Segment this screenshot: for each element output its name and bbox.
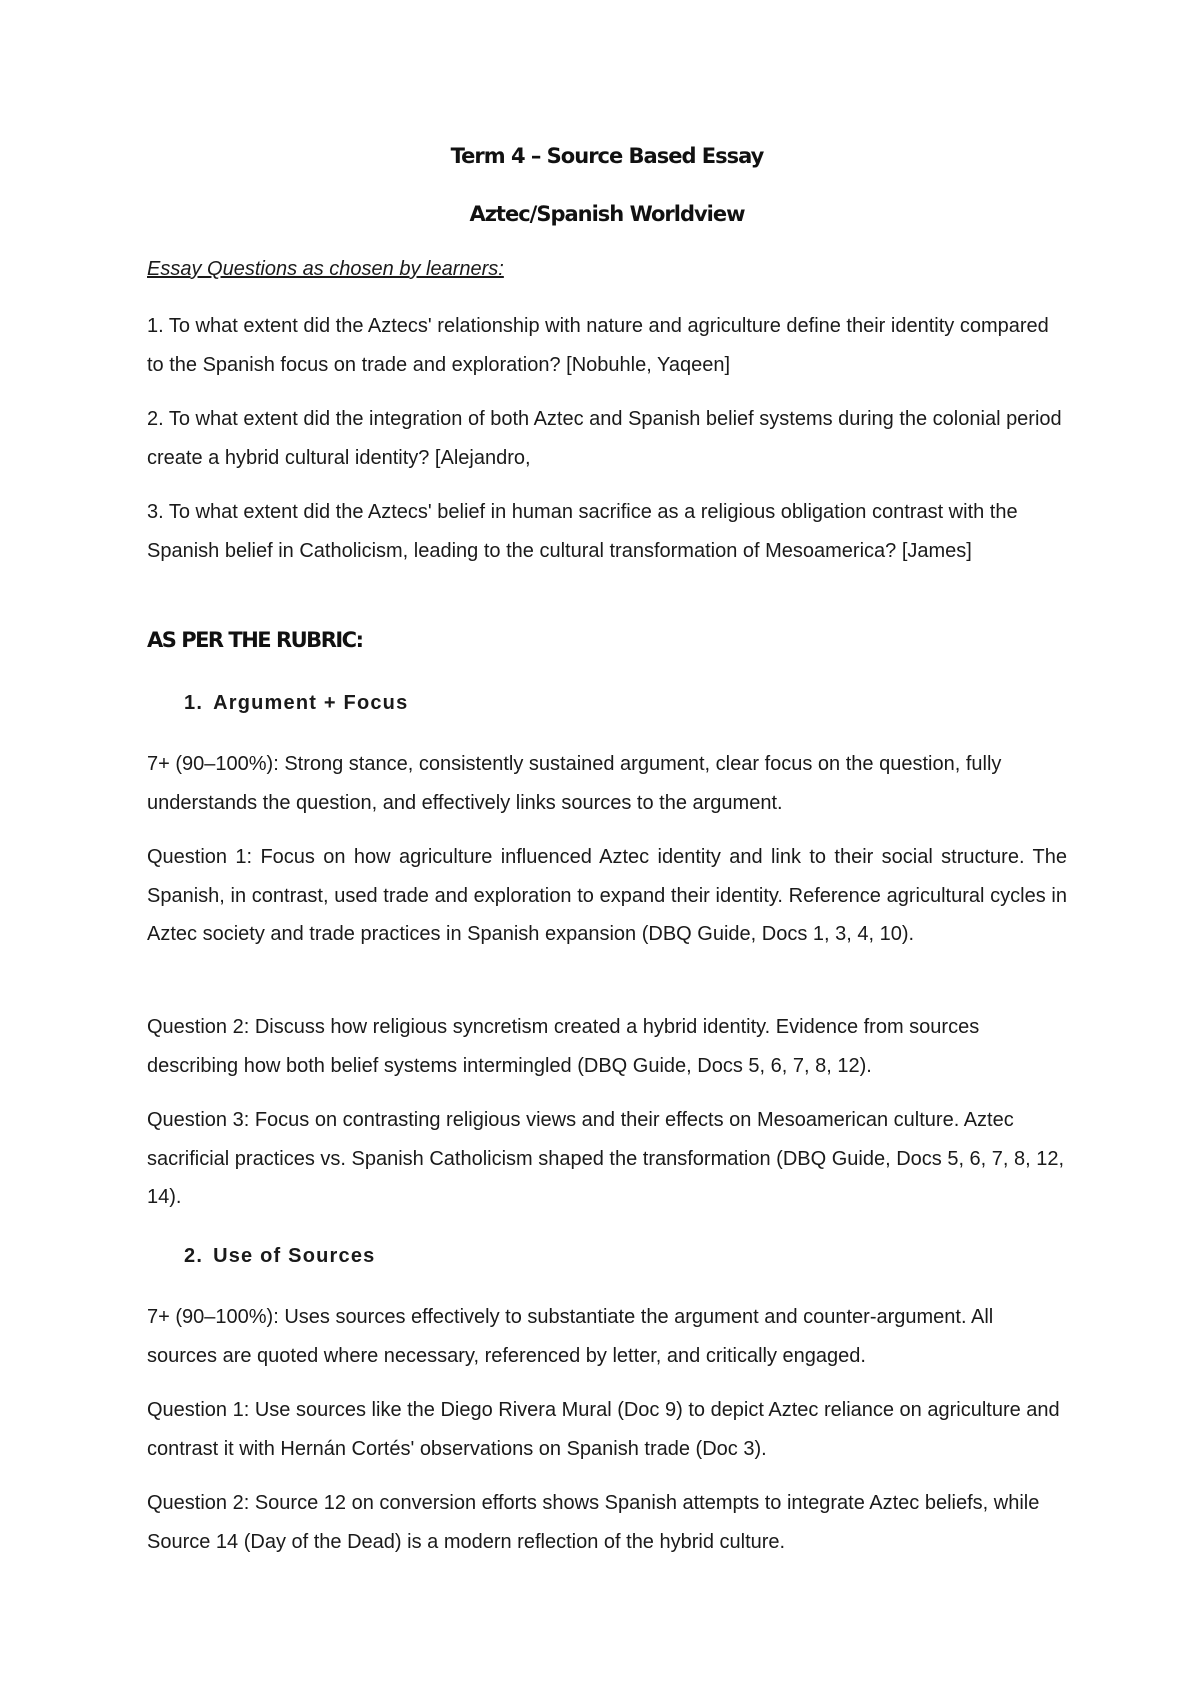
section-number: 1. xyxy=(184,692,204,714)
argument-note-question-3: Question 3: Focus on contrasting religious views and their effects on Mesoamerican culture. Aztec sacrificial practices vs. Spanish Catholicism shaped the transformation (DBQ Guide, Docs 5, 6, 7, 8, 12, 14). xyxy=(147,1109,1065,1208)
essay-question-3: 3. To what extent did the Aztecs' belief in human sacrifice as a religious obligation contrast with the Spanish belief in Catholicism, leading to the cultural transformation of Mesoamerica? [James] xyxy=(147,501,1018,562)
argument-note-question-2: Question 2: Discuss how religious syncretism created a hybrid identity. Evidence from sources describing how both belief systems intermingled (DBQ Guide, Docs 5, 6, 7, 8, 12). xyxy=(147,1016,980,1077)
rubric-heading: AS PER THE RUBRIC: xyxy=(147,628,363,652)
sources-criteria: 7+ (90–100%): Uses sources effectively to substantiate the argument and counter-argument. All sources are quoted where necessary, referenced by letter, and critically engaged. xyxy=(147,1306,994,1367)
section-title: Use of Sources xyxy=(213,1245,376,1267)
section-title: Argument + Focus xyxy=(213,692,409,714)
argument-criteria: 7+ (90–100%): Strong stance, consistently sustained argument, clear focus on the question, fully understands the question, and effectively links sources to the argument. xyxy=(147,753,1002,814)
sources-note-question-2: Question 2: Source 12 on conversion efforts shows Spanish attempts to integrate Aztec beliefs, while Source 14 (Day of the Dead) is a modern reflection of the hybrid culture. xyxy=(147,1492,1040,1553)
section-heading-argument-focus xyxy=(184,692,408,715)
essay-question-1: 1. To what extent did the Aztecs' relationship with nature and agriculture define their identity compared to the Spanish focus on trade and exploration? [Nobuhle, Yaqeen] xyxy=(147,315,1049,376)
essay-question-2: 2. To what extent did the integration of both Aztec and Spanish belief systems during the colonial period create a hybrid cultural identity? [Alejandro, xyxy=(147,408,1062,469)
section-heading-use-of-sources xyxy=(184,1245,376,1268)
document-title: Term 4 – Source Based Essay xyxy=(450,144,764,168)
questions-label: Essay Questions as chosen by learners: xyxy=(147,258,504,280)
argument-note-question-1: Question 1: Focus on how agriculture influenced Aztec identity and link to their social structure. The Spanish, in contrast, used trade and exploration to expand their identity. Reference agricultural cycles in Aztec society and trade practices in Spanish expansion (DBQ Guide, Docs 1, 3, 4, 10). xyxy=(147,846,1067,945)
sources-note-question-1: Question 1: Use sources like the Diego Rivera Mural (Doc 9) to depict Aztec reliance on agriculture and contrast it with Hernán Cortés' observations on Spanish trade (Doc 3). xyxy=(147,1399,1060,1460)
document-subtitle: Aztec/Spanish Worldview xyxy=(469,202,745,226)
section-number: 2. xyxy=(184,1245,204,1267)
